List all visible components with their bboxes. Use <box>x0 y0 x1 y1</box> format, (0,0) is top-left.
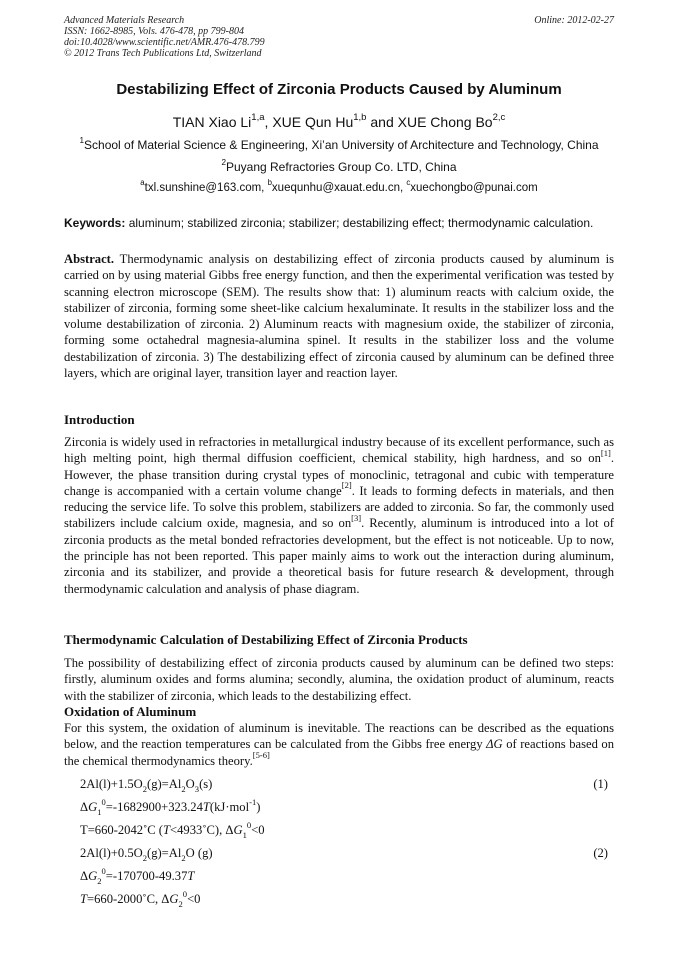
issn-line: ISSN: 1662-8985, Vols. 476-478, pp 799-804 <box>64 26 244 37</box>
author-3: XUE Chong Bo <box>397 114 493 130</box>
email-b[interactable]: xuequnhu@xauat.edu.cn, <box>271 182 407 194</box>
online-date: Online: 2012-02-27 <box>534 15 614 26</box>
oxidation-paragraph <box>64 720 614 769</box>
abstract-paragraph <box>64 251 614 381</box>
equation-1 <box>80 776 614 792</box>
email-b-sup: b <box>267 178 272 187</box>
email-line <box>64 178 614 196</box>
email-a[interactable]: txl.sunshine@163.com, <box>144 182 268 194</box>
author-3-sup: 2,c <box>492 111 506 123</box>
doi-line[interactable]: doi:10.4028/www.scientific.net/AMR.476-478.799 <box>64 37 265 48</box>
equation-1-number: (1) <box>593 777 608 791</box>
equation-2-gibbs-text: $\Delta G_2^0=-170700-49.37T$ <box>80 865 195 886</box>
citation-1[interactable]: [1] <box>600 447 611 458</box>
email-a-sup: a <box>140 178 145 187</box>
equation-1-gibbs-text: $\Delta G_1^0=-1682900+323.24T(kJ\cdot mol^{-1})$ <box>80 796 261 817</box>
author-1-sup: 1,a <box>251 111 265 123</box>
introduction-paragraph <box>64 434 614 597</box>
oxidation-text-2: of reactions based on the chemical thermodynamics theory. <box>64 737 615 768</box>
equation-2-gibbs <box>80 865 614 886</box>
equation-2-text: $2Al(l)+0.5O_2(g)=Al_2O$ (g) <box>80 846 213 863</box>
equation-2-range-text: T=660-2000˚C, $\Delta G_2^0<0$ <box>80 888 201 909</box>
abstract-label: Abstract. <box>64 252 115 266</box>
delta-g-symbol: ΔG <box>486 737 503 752</box>
equation-2-number: (2) <box>593 846 608 860</box>
intro-text-4: . Recently, aluminum is introduced into a lot of zirconia products as the metal bonded refractories development, but the effect is not noticeable. Up to now, the principle has not been reported. This paper mainly aims to work out the interaction during aluminum, zirconia and its stabilizer, and provide a theoretical basis for future research & development, through thermodynamic calculation and analysis of phase diagram. <box>64 516 614 596</box>
affiliation-1-text: School of Material Science & Engineering, Xi’an University of Architecture and Technology, China <box>84 138 599 152</box>
oxidation-heading: Oxidation of Aluminum <box>64 704 197 719</box>
affiliation-1-sup: 1 <box>79 135 85 145</box>
intro-text-2: . However, the phase transition during crystal types of monoclinic, tetragonal and cubic with temperature change is accompanied with a certain volume change <box>64 451 614 498</box>
intro-text-3: . It leads to forming defects in materials, and then reducing the service life. To solve this problem, stabilizers are added to zirconia. So far, the commonly used stabilizers include calcium oxide, magnesia, and so on <box>64 483 614 531</box>
intro-text-1: Zirconia is widely used in refractories in metallurgical industry because of its excellent performance, such as high melting point, high thermal diffusion coefficient, chemical stability, high hardness, and so on <box>64 435 614 466</box>
citation-5-6[interactable]: [5-6] <box>252 750 270 761</box>
equation-1-gibbs <box>80 796 614 817</box>
equation-2-range <box>80 888 614 909</box>
author-2: XUE Qun Hu <box>272 114 354 130</box>
citation-3[interactable]: [3] <box>351 513 362 524</box>
affiliation-2-sup: 2 <box>221 157 226 167</box>
journal-name: Advanced Materials Research <box>64 15 185 26</box>
equation-1-text: $2Al(l)+1.5O_2(g)=Al_2O_3(s)$ <box>80 777 213 794</box>
author-and: and <box>366 114 398 130</box>
affiliation-2 <box>64 157 614 175</box>
affiliation-1 <box>64 135 614 153</box>
author-1: TIAN Xiao Li <box>172 114 252 130</box>
author-line: TIAN Xiao Li$^{1,a}$, XUE Qun Hu$^{1,b}$ and XUE Chong Bo$^{2,c}$ <box>172 111 506 130</box>
equation-2 <box>80 845 614 861</box>
equation-1-range-text: T=660-2042˚C (T<4933˚C), $\Delta G_1^0<0$ <box>80 819 265 840</box>
journal-header <box>64 15 444 59</box>
thermo-heading: Thermodynamic Calculation of Destabilizing Effect of Zirconia Products <box>64 632 468 647</box>
citation-2[interactable]: [2] <box>341 480 352 491</box>
thermo-paragraph: The possibility of destabilizing effect of zirconia products caused by aluminum can be defined two steps: firstly, aluminum oxides and forms alumina; secondly, alumina, the oxidation product of aluminum, reacts with the stabilizer of zirconia, which leads to the destabilizing effect. <box>64 656 614 703</box>
copyright-line: © 2012 Trans Tech Publications Ltd, Switzerland <box>64 48 262 59</box>
affiliation-2-text: Puyang Refractories Group Co. LTD, China <box>225 160 457 174</box>
email-c[interactable]: xuechongbo@punai.com <box>410 182 538 194</box>
keywords-text: aluminum; stabilized zirconia; stabilizer; destabilizing effect; thermodynamic calculation. <box>125 216 594 230</box>
keywords <box>64 216 616 231</box>
email-c-sup: c <box>406 178 411 187</box>
keywords-label: Keywords: <box>64 216 126 230</box>
equation-1-range <box>80 819 614 840</box>
paper-title: Destabilizing Effect of Zirconia Products Caused by Aluminum <box>116 81 562 98</box>
oxidation-text-1: For this system, the oxidation of aluminum is inevitable. The reactions can be described as the equations below, and the reaction temperatures can be calculated from the Gibbs free energy <box>64 721 614 752</box>
abstract-text: Thermodynamic analysis on destabilizing effect of zirconia products caused by aluminum is carried on by using material Gibbs free energy function, and then the experimental verification was tested by scanning electron microscope (SEM). The results show that: 1) aluminum reacts with calcium oxide, the stabilizer of zirconia, forming some sheet-like calcium hexaluminate. It results in the stabilizer loss and the volume destabilization of zirconia. 2) Aluminum reacts with magnesium oxide, the stabilizer of zirconia, forming some octahedral magnesia-alumina spinel. It results in the stabilizer loss and the volume destabilization of zirconia. 3) The destabilizing effect of zirconia caused by aluminum can be defined three layers, which are original layer, transition layer and reaction layer. <box>64 252 614 381</box>
author-2-sup: 1,b <box>353 111 367 123</box>
introduction-heading: Introduction <box>64 412 135 427</box>
